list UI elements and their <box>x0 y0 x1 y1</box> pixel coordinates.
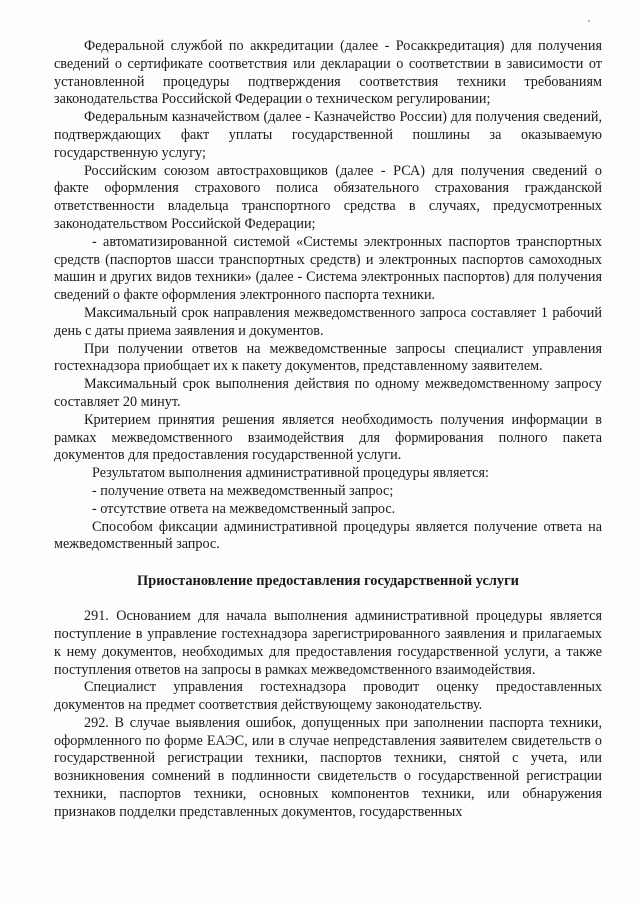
document-body <box>54 38 602 822</box>
list-item-no-response: - отсутствие ответа на межведомственный запрос. <box>92 500 396 517</box>
paragraph-292: 292. В случае выявления ошибок, допущенных при заполнении паспорта техники, оформленного по форме ЕАЭС, или в случае непредставления заявителем свидетельств о государственной регистрации техники, паспортов техники, снятой с учета, или возникновения сомнений в подлинности свидетельств о государственной регистрации техники, паспортов техники, основных компонентов техники, или обнаружения признаков подделки представленных документов, государственных <box>54 714 602 820</box>
paragraph-291: 291. Основанием для начала выполнения административной процедуры является поступление в управление гостехнадзора зарегистрированного заявления и прилагаемых к нему документов, необходимых для предоставления государственной услуги, а также поступления ответов на запросы в рамках межведомственного взаимодействия. <box>54 608 602 678</box>
paragraph-responses-attached: При получении ответов на межведомственные запросы специалист управления гостехнадзора приобщает их к пакету документов, представленному заявителем. <box>54 340 602 375</box>
paragraph-max-request-term: Максимальный срок направления межведомственного запроса составляет 1 рабочий день с даты приема заявления и документов. <box>54 304 602 339</box>
list-item-response-received: - получение ответа на межведомственный запрос; <box>92 482 394 499</box>
paragraph-decision-criterion: Критерием принятия решения является необходимость получения информации в рамках межведомственного взаимодействия для формирования полного пакета документов для предоставления государственной услуги. <box>54 411 602 464</box>
section-heading: Приостановление предоставления государственной услуги <box>137 573 519 590</box>
paragraph-document-assessment: Специалист управления гостехнадзора проводит оценку предоставленных документов на предмет соответствия действующему законодательству. <box>54 679 602 714</box>
paragraph-rosaccreditation: Федеральной службой по аккредитации (далее - Росаккредитация) для получения сведений о сертификате соответствия или декларации о соответствии в зависимости от установленной процедуры подтверждения соответствия техники требованиям законодательства Российской Федерации о техническом регулировании; <box>54 38 602 108</box>
paragraph-rsa: Российским союзом автостраховщиков (далее - РСА) для получения сведений о факте оформления страхового полиса обязательного страхования гражданской ответственности владельца транспортного средства в случаях, предусмотренных законодательством Российской Федерации; <box>54 162 602 232</box>
scan-speck <box>588 20 590 22</box>
paragraph-electronic-passports: - автоматизированной системой «Системы электронных паспортов транспортных средств (паспортов шасси транспортных средств) и электронных паспортов самоходных машин и других видов техники» (далее - Система электронных паспортов) для получения сведений о факте оформления электронного паспорта техники. <box>54 233 602 304</box>
paragraph-result-intro: Результатом выполнения административной процедуры является: <box>92 465 489 482</box>
paragraph-treasury: Федеральным казначейством (далее - Казначейство России) для получения сведений, подтверждающих факт уплаты государственной пошлины за оказываемую государственную услугу; <box>54 109 602 161</box>
paragraph-max-action-term: Максимальный срок выполнения действия по одному межведомственному запросу составляет 20 минут. <box>54 376 602 410</box>
paragraph-fixation-method: Способом фиксации административной процедуры является получение ответа на межведомственный запрос. <box>54 518 602 553</box>
